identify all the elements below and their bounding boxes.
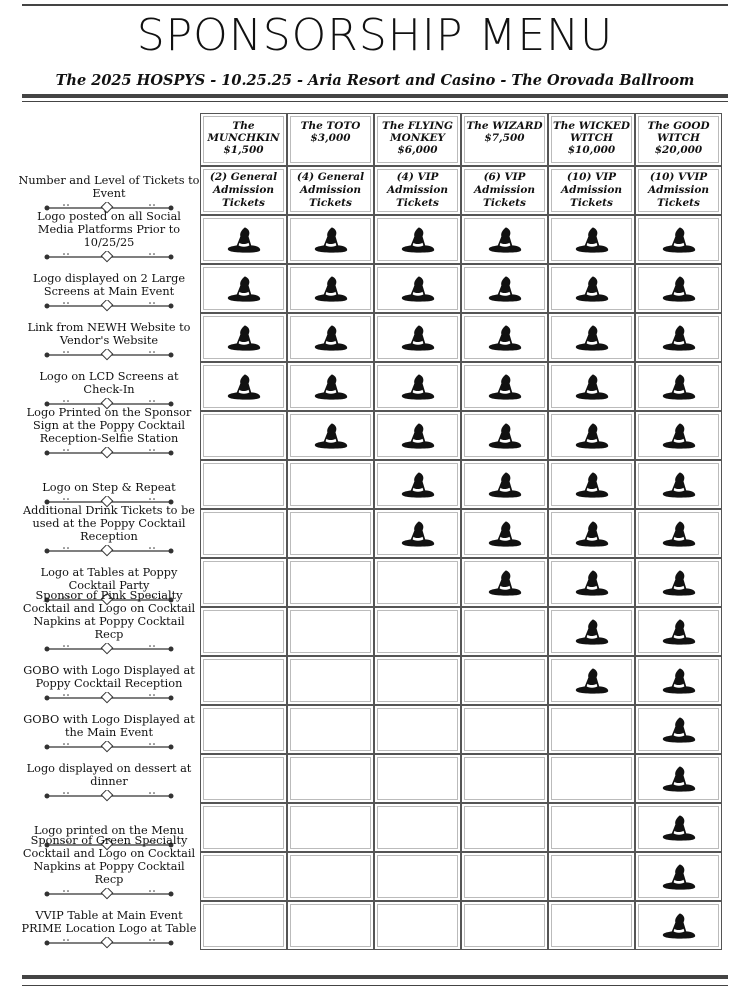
ornament-divider	[44, 299, 174, 311]
tickets-text: (6) VIP Admission Tickets	[473, 171, 536, 209]
witch-hat-icon	[226, 274, 262, 304]
benefit-row	[200, 607, 722, 656]
benefit-cell	[548, 558, 635, 607]
benefit-cell	[374, 313, 461, 362]
benefit-cell	[461, 362, 548, 411]
tier-price: $10,000	[567, 144, 616, 156]
witch-hat-icon	[661, 813, 697, 843]
benefit-row	[200, 460, 722, 509]
ornament-divider	[44, 446, 174, 458]
benefit-label	[18, 834, 200, 901]
page-title: SPONSORSHIP MENU	[136, 10, 614, 61]
benefit-cell	[461, 313, 548, 362]
benefit-label-text: Logo on Step & Repeat	[42, 481, 176, 494]
witch-hat-icon	[661, 911, 697, 941]
benefit-cell	[200, 803, 287, 852]
ornament-divider	[44, 642, 174, 654]
benefit-cell	[374, 901, 461, 950]
benefit-cell	[287, 656, 374, 705]
benefit-cell	[200, 362, 287, 411]
benefit-cell	[374, 705, 461, 754]
ornament-divider	[44, 740, 174, 752]
benefit-cell	[461, 656, 548, 705]
witch-hat-icon	[574, 666, 610, 696]
benefit-cell	[635, 411, 722, 460]
tickets-cell	[200, 166, 287, 215]
benefit-label	[18, 705, 200, 754]
tier-header	[200, 113, 287, 166]
benefit-label	[18, 504, 200, 558]
tier-price: $6,000	[397, 144, 438, 156]
benefit-cell	[374, 460, 461, 509]
tier-name: The GOOD WITCH	[647, 120, 710, 144]
benefit-cell	[548, 313, 635, 362]
benefit-label	[18, 754, 200, 803]
witch-hat-icon	[661, 568, 697, 598]
benefit-row	[200, 852, 722, 901]
witch-hat-icon	[661, 225, 697, 255]
witch-hat-icon	[574, 519, 610, 549]
benefit-cell	[200, 313, 287, 362]
witch-hat-icon	[400, 274, 436, 304]
witch-hat-icon	[661, 519, 697, 549]
benefit-cell	[635, 852, 722, 901]
benefit-cell	[200, 754, 287, 803]
benefit-label	[18, 589, 200, 656]
witch-hat-icon	[487, 568, 523, 598]
benefit-cell	[548, 901, 635, 950]
footer-divider-thin	[22, 985, 728, 986]
benefit-cell	[287, 411, 374, 460]
benefit-cell	[287, 264, 374, 313]
benefit-cell	[461, 411, 548, 460]
benefit-cell	[287, 901, 374, 950]
benefit-row	[200, 313, 722, 362]
witch-hat-icon	[400, 421, 436, 451]
benefit-label-text: Link from NEWH Website to Vendor's Website	[27, 321, 191, 347]
benefit-cell	[635, 607, 722, 656]
benefit-cell	[200, 411, 287, 460]
benefit-cell	[461, 509, 548, 558]
tier-name: The MUNCHKIN	[207, 120, 280, 144]
witch-hat-icon	[313, 372, 349, 402]
benefit-cell	[461, 754, 548, 803]
benefit-cell	[635, 656, 722, 705]
benefit-label-text: Additional Drink Tickets to be used at the Poppy Cocktail Reception	[23, 504, 195, 543]
witch-hat-icon	[661, 715, 697, 745]
benefit-cell	[461, 705, 548, 754]
benefit-cell	[548, 215, 635, 264]
benefit-cell	[287, 705, 374, 754]
ornament-divider	[44, 789, 174, 801]
tickets-cell	[461, 166, 548, 215]
witch-hat-icon	[226, 323, 262, 353]
tier-name: The WICKED WITCH	[552, 120, 631, 144]
benefit-cell	[287, 852, 374, 901]
benefit-cell	[461, 607, 548, 656]
benefit-label-text: Logo posted on all Social Media Platforms Prior to 10/25/25	[37, 210, 181, 249]
tier-header	[374, 113, 461, 166]
benefit-cell	[374, 509, 461, 558]
witch-hat-icon	[574, 568, 610, 598]
header-divider-thin	[22, 101, 728, 102]
benefit-cell	[374, 362, 461, 411]
sponsorship-table	[200, 113, 722, 950]
benefit-cell	[200, 509, 287, 558]
tier-name: The FLYING MONKEY	[382, 120, 453, 144]
benefit-cell	[461, 215, 548, 264]
benefit-label-text: VVIP Table at Main Event PRIME Location Logo at Table	[21, 909, 197, 935]
benefit-cell	[548, 705, 635, 754]
benefit-cell	[200, 215, 287, 264]
witch-hat-icon	[661, 862, 697, 892]
witch-hat-icon	[574, 372, 610, 402]
ornament-divider	[44, 936, 174, 948]
witch-hat-icon	[487, 421, 523, 451]
benefit-cell	[287, 362, 374, 411]
witch-hat-icon	[661, 372, 697, 402]
benefit-cell	[287, 803, 374, 852]
witch-hat-icon	[313, 225, 349, 255]
benefit-cell	[374, 411, 461, 460]
benefit-row	[200, 509, 722, 558]
tier-price: $3,000	[310, 132, 351, 144]
witch-hat-icon	[487, 470, 523, 500]
witch-hat-icon	[661, 617, 697, 647]
tickets-text: (2) General Admission Tickets	[209, 171, 278, 209]
benefit-row	[200, 558, 722, 607]
tier-name: The WIZARD	[466, 120, 543, 132]
benefit-cell	[200, 656, 287, 705]
witch-hat-icon	[487, 519, 523, 549]
witch-hat-icon	[487, 323, 523, 353]
benefit-labels	[18, 166, 200, 950]
tier-header	[461, 113, 548, 166]
benefit-cell	[635, 803, 722, 852]
witch-hat-icon	[226, 225, 262, 255]
benefit-cell	[548, 411, 635, 460]
tier-header	[287, 113, 374, 166]
benefit-cell	[635, 313, 722, 362]
witch-hat-icon	[226, 372, 262, 402]
tier-header	[635, 113, 722, 166]
tickets-text: (10) VIP Admission Tickets	[560, 171, 623, 209]
witch-hat-icon	[574, 274, 610, 304]
tickets-cell	[287, 166, 374, 215]
witch-hat-icon	[574, 225, 610, 255]
benefit-row	[200, 705, 722, 754]
witch-hat-icon	[313, 323, 349, 353]
benefit-cell	[635, 362, 722, 411]
benefit-cell	[374, 803, 461, 852]
witch-hat-icon	[574, 421, 610, 451]
benefit-cell	[287, 460, 374, 509]
benefit-cell	[200, 264, 287, 313]
benefit-cell	[200, 460, 287, 509]
benefit-label-text: Logo at Tables at Poppy Cocktail Party	[40, 566, 178, 592]
benefit-label	[18, 264, 200, 313]
witch-hat-icon	[661, 470, 697, 500]
benefit-cell	[548, 264, 635, 313]
witch-hat-icon	[313, 421, 349, 451]
benefit-cell	[374, 607, 461, 656]
benefit-cell	[287, 215, 374, 264]
witch-hat-icon	[661, 764, 697, 794]
benefit-cell	[287, 607, 374, 656]
benefit-cell	[635, 460, 722, 509]
benefit-cell	[287, 754, 374, 803]
benefit-cell	[287, 509, 374, 558]
benefit-label-text: GOBO with Logo Displayed at the Main Event	[23, 713, 195, 739]
benefit-cell	[635, 215, 722, 264]
ornament-divider	[44, 544, 174, 556]
witch-hat-icon	[400, 519, 436, 549]
tickets-cell	[635, 166, 722, 215]
benefit-cell	[548, 852, 635, 901]
benefit-label	[18, 460, 200, 509]
tier-price: $7,500	[484, 132, 525, 144]
benefit-cell	[287, 313, 374, 362]
witch-hat-icon	[661, 274, 697, 304]
benefit-cell	[461, 901, 548, 950]
benefit-cell	[548, 803, 635, 852]
witch-hat-icon	[574, 323, 610, 353]
tier-price: $1,500	[223, 144, 264, 156]
ornament-divider	[44, 691, 174, 703]
benefit-cell	[548, 656, 635, 705]
top-rule	[22, 4, 728, 6]
benefit-label	[18, 362, 200, 411]
witch-hat-icon	[487, 274, 523, 304]
benefit-cell	[200, 607, 287, 656]
benefit-cell	[287, 558, 374, 607]
ornament-divider	[44, 887, 174, 899]
benefit-cell	[548, 460, 635, 509]
benefit-cell	[635, 264, 722, 313]
witch-hat-icon	[400, 323, 436, 353]
benefit-label	[18, 313, 200, 362]
benefit-row	[200, 411, 722, 460]
benefit-label-text: Sponsor of Green Specialty Cocktail and Logo on Cocktail Napkins at Poppy Cocktail Recp	[22, 834, 196, 886]
benefit-cell	[374, 215, 461, 264]
benefit-row	[200, 362, 722, 411]
benefit-label	[18, 406, 200, 460]
benefit-cell	[635, 754, 722, 803]
tickets-cell	[548, 166, 635, 215]
benefit-label-text: Number and Level of Tickets to Event	[18, 174, 200, 200]
tier-header	[548, 113, 635, 166]
benefit-label-text: Logo Printed on the Sponsor Sign at the Poppy Cocktail Reception-Selfie Station	[26, 406, 192, 445]
benefit-label-text: Logo on LCD Screens at Check-In	[39, 370, 179, 396]
witch-hat-icon	[487, 372, 523, 402]
tickets-text: (4) General Admission Tickets	[296, 171, 365, 209]
benefit-cell	[635, 558, 722, 607]
tickets-row	[200, 166, 722, 215]
ornament-divider	[44, 348, 174, 360]
benefit-cell	[200, 901, 287, 950]
benefit-label	[18, 901, 200, 950]
benefit-cell	[374, 852, 461, 901]
benefit-label	[18, 656, 200, 705]
witch-hat-icon	[661, 666, 697, 696]
benefit-cell	[461, 264, 548, 313]
benefit-cell	[374, 264, 461, 313]
benefit-cell	[635, 901, 722, 950]
benefit-cell	[461, 803, 548, 852]
benefit-cell	[374, 656, 461, 705]
event-subtitle: The 2025 HOSPYS - 10.25.25 - Aria Resort and Casino - The Orovada Ballroom	[55, 72, 695, 89]
tier-price: $20,000	[654, 144, 703, 156]
tickets-text: (4) VIP Admission Tickets	[386, 171, 449, 209]
benefit-cell	[548, 362, 635, 411]
tickets-text: (10) VVIP Admission Tickets	[647, 171, 710, 209]
benefit-row	[200, 215, 722, 264]
benefit-row	[200, 901, 722, 950]
benefit-cell	[461, 558, 548, 607]
benefit-cell	[548, 754, 635, 803]
benefit-label	[18, 210, 200, 264]
benefit-cell	[374, 558, 461, 607]
benefit-cell	[635, 705, 722, 754]
benefit-cell	[635, 509, 722, 558]
benefit-label-text: Sponsor of Pink Specialty Cocktail and Logo on Cocktail Napkins at Poppy Cocktail Recp	[22, 589, 196, 641]
benefit-cell	[548, 509, 635, 558]
witch-hat-icon	[661, 323, 697, 353]
witch-hat-icon	[400, 225, 436, 255]
benefit-row	[200, 264, 722, 313]
ornament-divider	[44, 250, 174, 262]
benefit-row	[200, 754, 722, 803]
header-divider-thick	[22, 94, 728, 98]
tier-name: The TOTO	[300, 120, 361, 132]
witch-hat-icon	[574, 617, 610, 647]
tier-header-row	[200, 113, 722, 166]
benefit-cell	[200, 852, 287, 901]
witch-hat-icon	[313, 274, 349, 304]
benefit-row	[200, 803, 722, 852]
witch-hat-icon	[400, 470, 436, 500]
benefit-cell	[200, 558, 287, 607]
benefit-cell	[374, 754, 461, 803]
benefit-label-text: Logo displayed on 2 Large Screens at Main Event	[32, 272, 186, 298]
benefit-cell	[548, 607, 635, 656]
benefit-label	[18, 166, 200, 215]
witch-hat-icon	[400, 372, 436, 402]
witch-hat-icon	[661, 421, 697, 451]
footer-divider-thick	[22, 975, 728, 979]
benefit-cell	[200, 705, 287, 754]
tickets-cell	[374, 166, 461, 215]
benefit-label-text: GOBO with Logo Displayed at Poppy Cocktail Reception	[23, 664, 195, 690]
benefit-row	[200, 656, 722, 705]
witch-hat-icon	[574, 470, 610, 500]
benefit-cell	[461, 852, 548, 901]
benefit-label-text: Logo displayed on dessert at dinner	[26, 762, 192, 788]
benefit-cell	[461, 460, 548, 509]
benefit-label-text: Logo printed on the Menu	[33, 824, 185, 837]
witch-hat-icon	[487, 225, 523, 255]
